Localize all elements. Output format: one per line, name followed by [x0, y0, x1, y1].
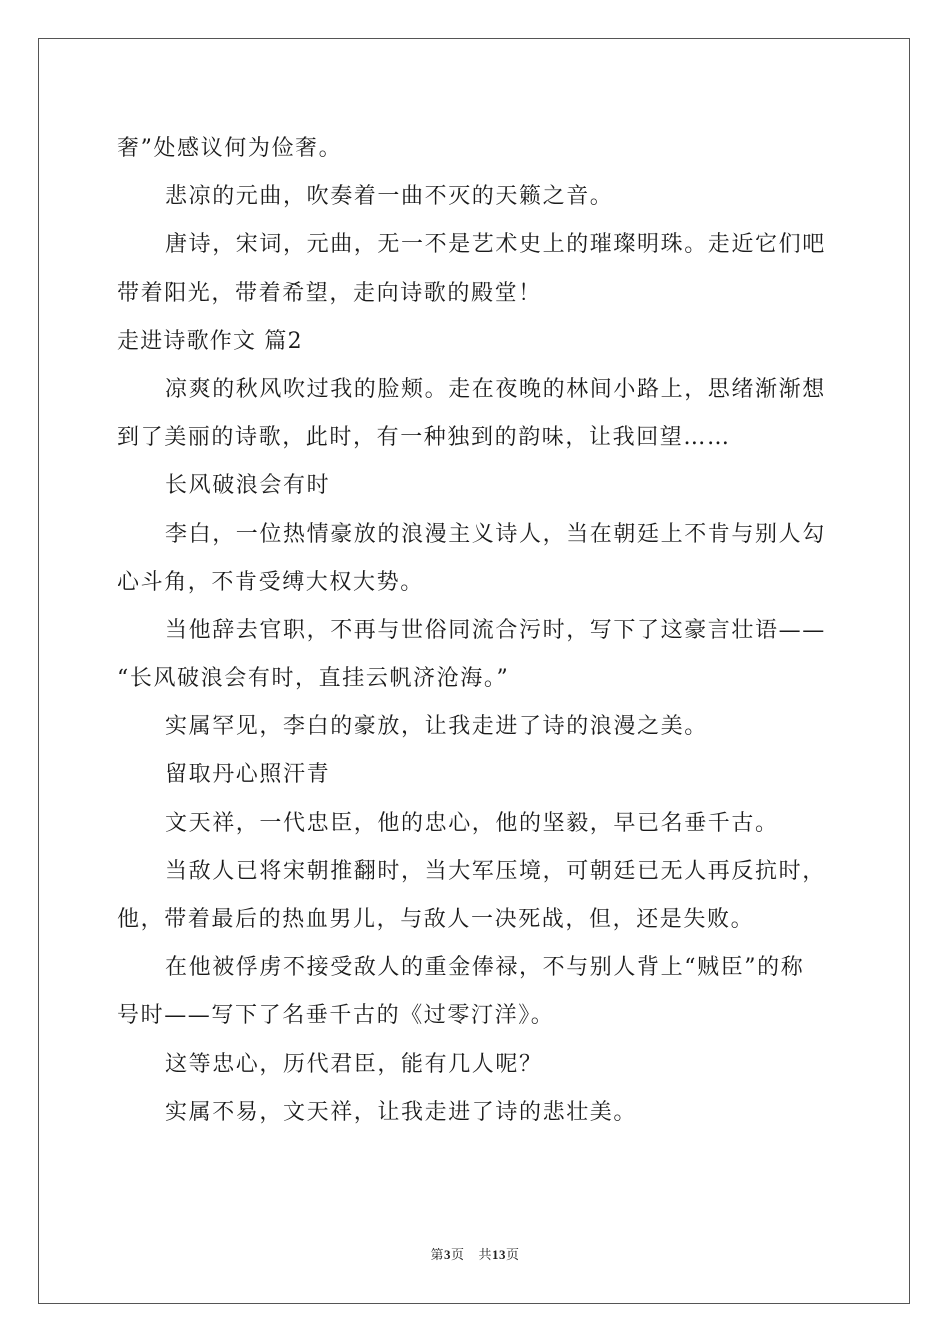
- text-line: 号时——写下了名垂千古的《过零汀洋》。: [117, 1003, 555, 1029]
- paragraph-line: 当敌人已将宋朝推翻时，当大军压境，可朝廷已无人再反抗时，: [165, 858, 826, 884]
- paragraph-line: 当他辞去官职，不再与世俗同流合污时，写下了这豪言壮语——: [165, 617, 826, 643]
- document-body: [117, 125, 837, 1137]
- quote-line: “长风破浪会有时，直挂云帆济沧海。”: [117, 666, 510, 692]
- footer-page-suffix: 页: [451, 1248, 465, 1263]
- paragraph-line: 在他被俘虏不接受敌人的重金俸禄，不与别人背上“贼臣”的称: [165, 955, 805, 981]
- page-footer: [0, 1244, 950, 1263]
- text-line: 奢”处感议何为俭奢。: [117, 136, 343, 161]
- page-number: 3: [444, 1247, 452, 1262]
- paragraph-line: 凉爽的秋风吹过我的脸颊。走在夜晚的林间小路上，思绪渐渐想: [165, 376, 826, 402]
- text-line: 他，带着最后的热血男儿，与敌人一决死战，但，还是失败。: [117, 907, 755, 932]
- text-line: 带着阳光，带着希望，走向诗歌的殿堂！: [117, 280, 542, 306]
- footer-total-prefix: 共: [478, 1248, 492, 1263]
- paragraph-line: 悲凉的元曲，吹奏着一曲不灭的天籁之音。: [165, 184, 614, 210]
- paragraph-line: 这等忠心，历代君臣，能有几人呢？: [165, 1051, 543, 1077]
- text-line: 到了美丽的诗歌，此时，有一种独到的韵味，让我回望……: [117, 425, 731, 451]
- subheading: 留取丹心照汗青: [165, 762, 331, 788]
- paragraph-line: 实属不易，文天祥，让我走进了诗的悲壮美。: [165, 1099, 638, 1125]
- paragraph-line: 实属罕见，李白的豪放，让我走进了诗的浪漫之美。: [165, 714, 708, 740]
- section-heading: 走进诗歌作文 篇2: [117, 328, 303, 354]
- subheading: 长风破浪会有时: [165, 473, 331, 499]
- total-pages: 13: [491, 1247, 506, 1262]
- paragraph-line: 李白，一位热情豪放的浪漫主义诗人，当在朝廷上不肯与别人勾: [165, 521, 826, 547]
- paragraph-line: 文天祥，一代忠臣，他的忠心，他的坚毅，早已名垂千古。: [165, 810, 779, 836]
- footer-prefix: 第: [430, 1248, 445, 1263]
- footer-total-suffix: 页: [505, 1248, 520, 1263]
- text-line: 心斗角，不肯受缚大权大势。: [117, 569, 424, 595]
- paragraph-line: 唐诗，宋词，元曲，无一不是艺术史上的璀璨明珠。走近它们吧: [165, 232, 826, 258]
